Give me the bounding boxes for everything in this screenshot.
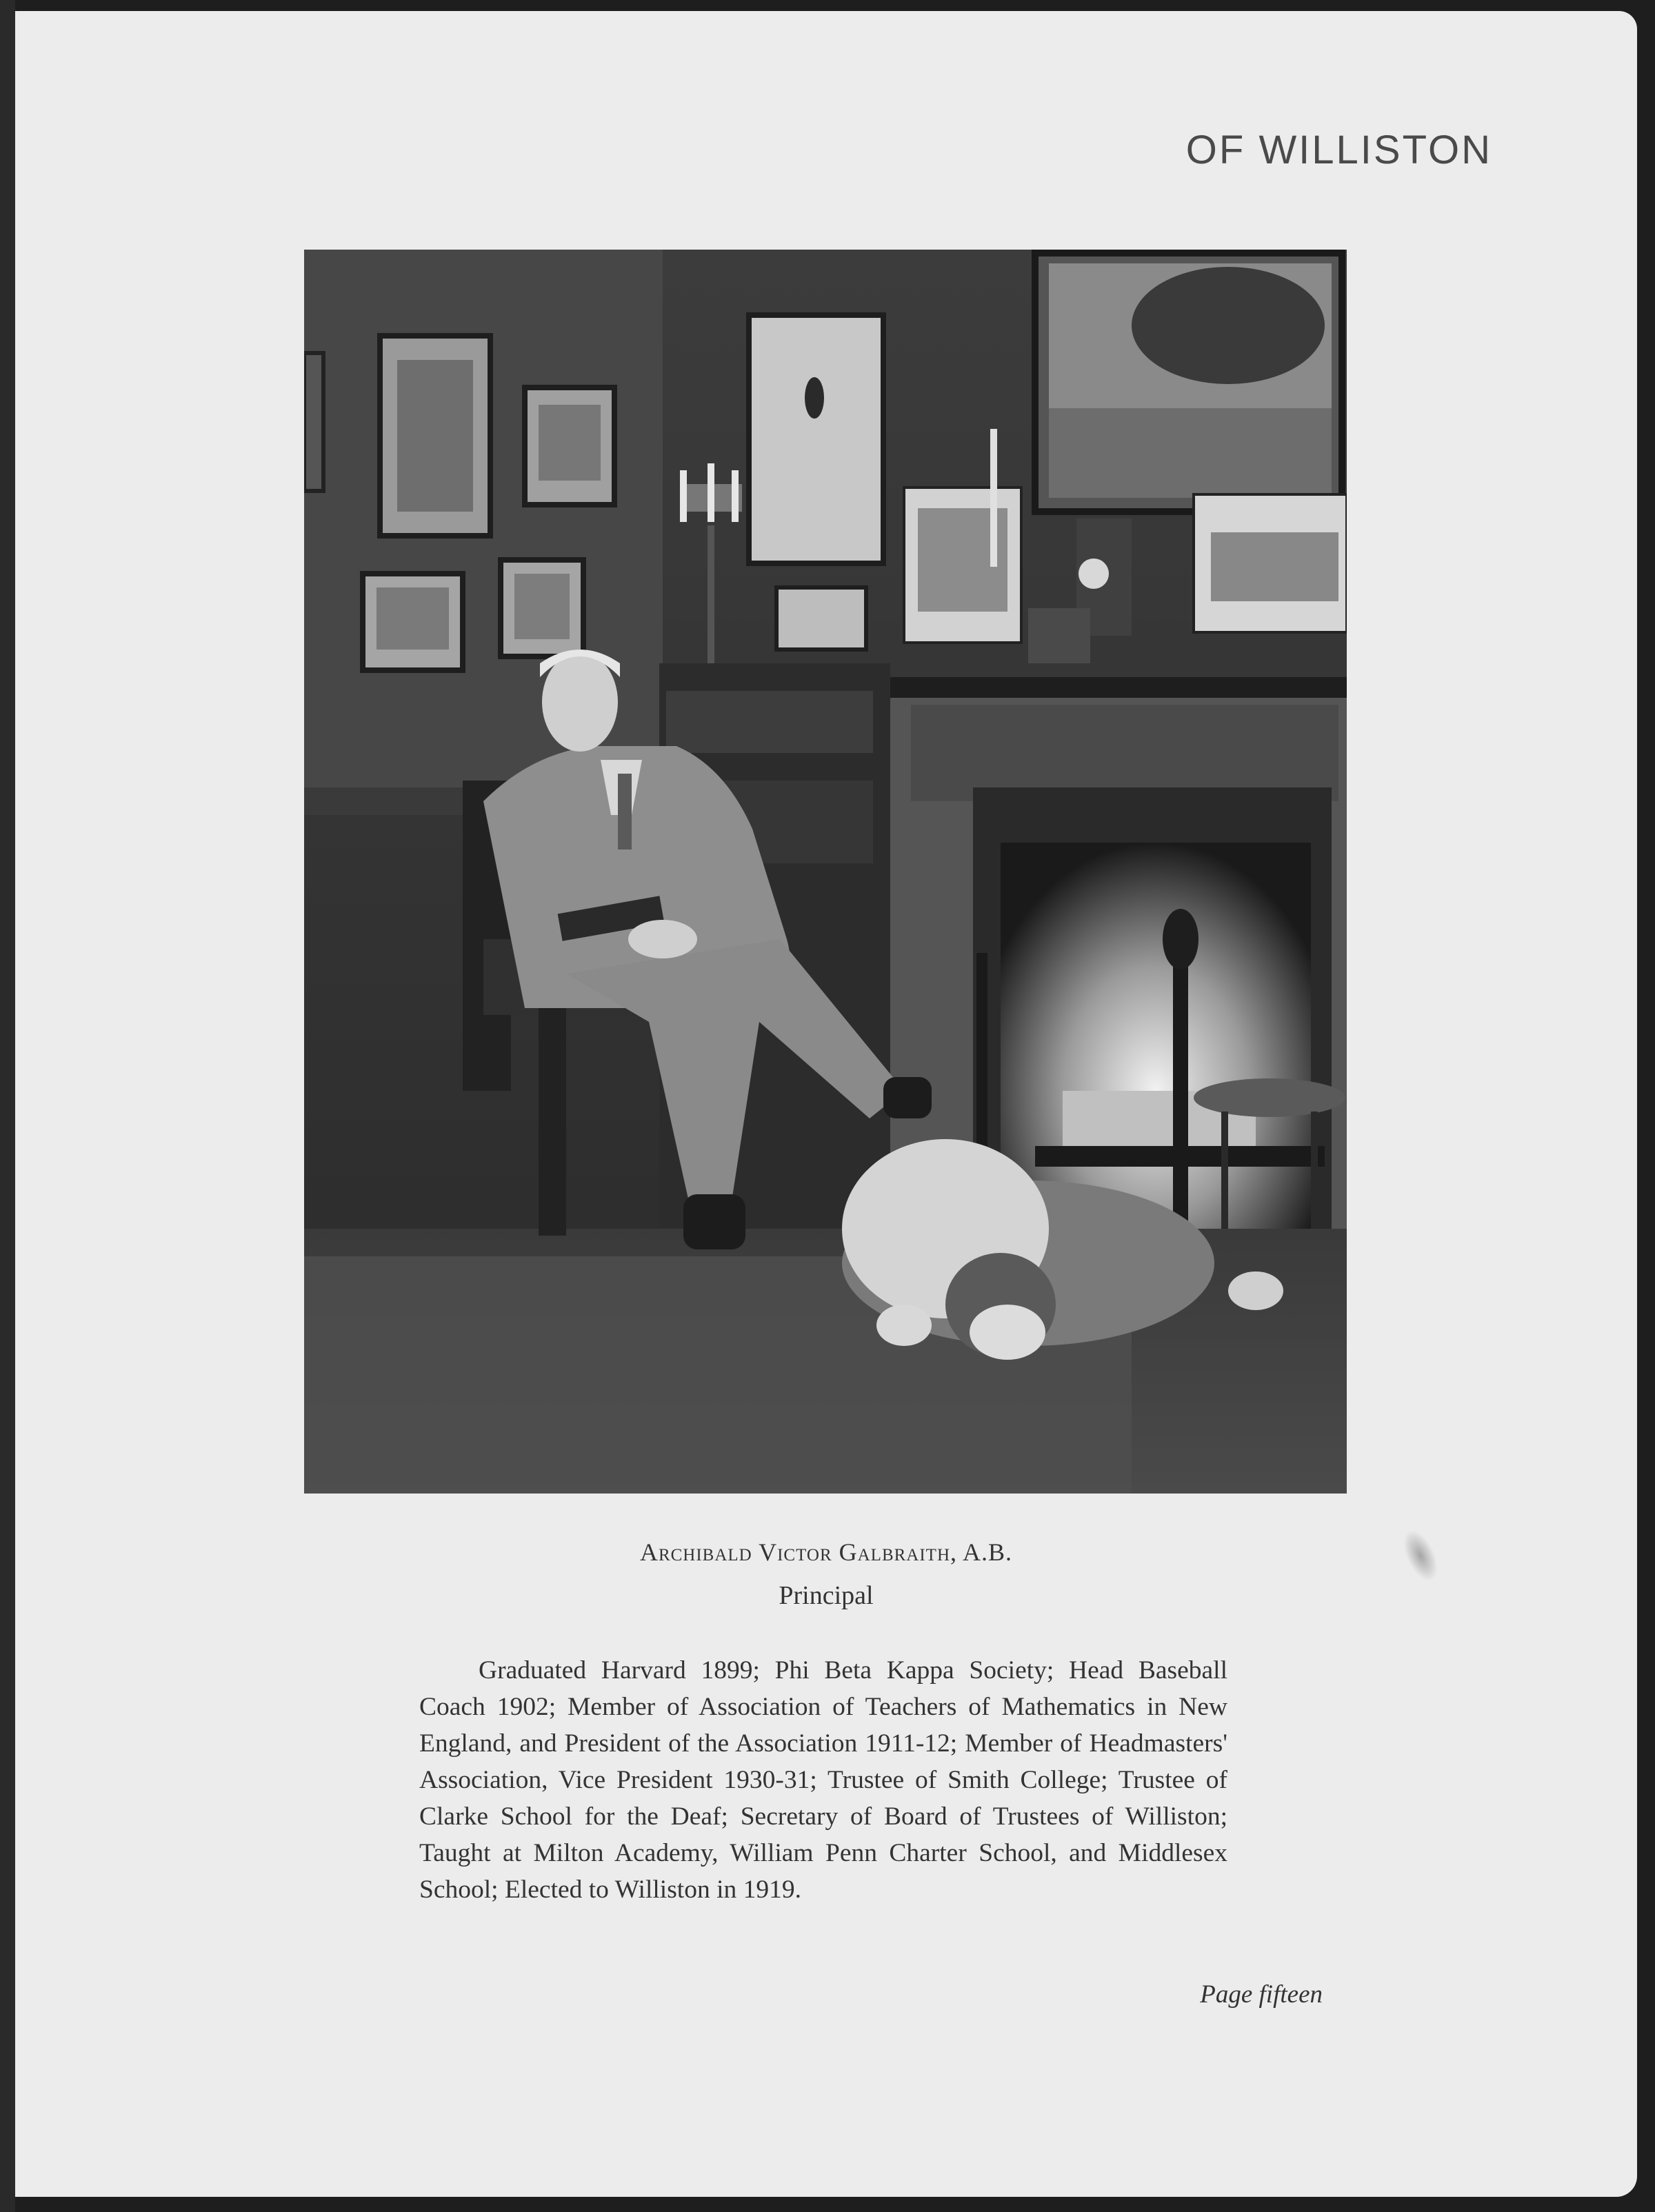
binding-edge [0, 0, 15, 2212]
caption-degree: , A.B. [950, 1538, 1013, 1566]
running-header: OF WILLISTON [1185, 128, 1492, 172]
page [15, 11, 1637, 2197]
caption-title: Principal [779, 1581, 874, 1610]
caption-name-text: Archibald Victor Galbraith [639, 1538, 951, 1566]
caption-name [15, 1538, 1637, 1567]
portrait-photo [304, 250, 1347, 1494]
portrait-illustration [304, 250, 1347, 1494]
page-number: Page fifteen [1200, 1980, 1323, 2009]
bio-paragraph: Graduated Harvard 1899; Phi Beta Kappa Society; Head Baseball Coach 1902; Member of Association of Teachers of Mathematics in New England, and President of the Association 1911-12; Member of Headmasters' Association, Vice President 1930-31; Trustee of Smith College; Trustee of Clarke School for the Deaf; Secretary of Board of Trustees of Williston; Taught at Milton Academy, William Penn Charter School, and Middlesex School; Elected to Williston in 1919. [419, 1656, 1227, 1904]
